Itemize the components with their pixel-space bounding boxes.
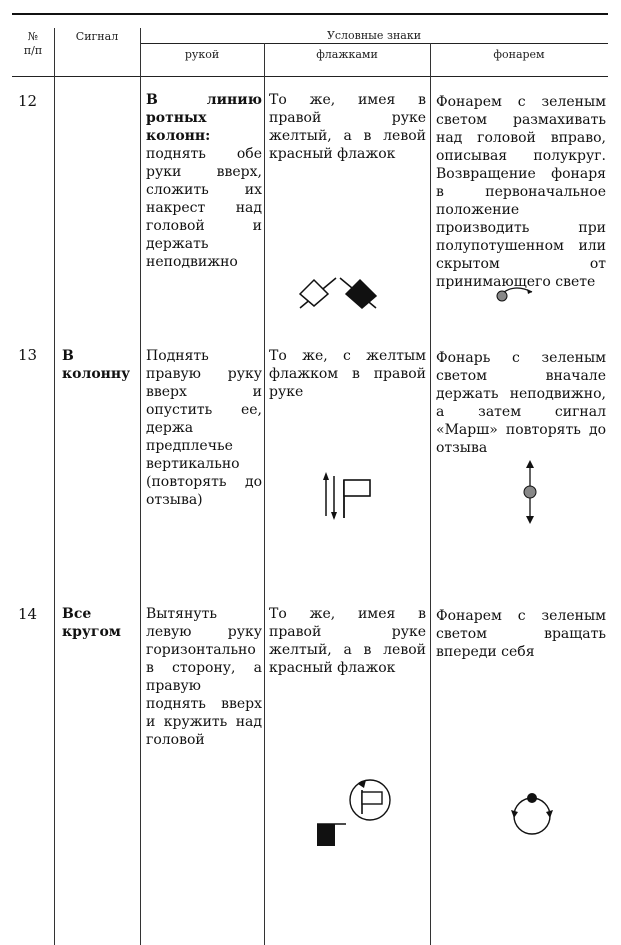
row-13-signal: В колонну (62, 348, 131, 382)
header-rule-2 (12, 76, 608, 77)
row-12-hand (146, 91, 262, 271)
row-12-hand-bold: В линию ротных колонн: (146, 92, 262, 144)
row-12-hand-text: поднять обе руки вверх, сложить их накрест над головой и держать неподвижно (146, 146, 262, 270)
col-line-2 (140, 28, 141, 945)
lantern-updown-icon (520, 460, 540, 528)
row-number: 14 (18, 605, 38, 623)
header-signal: Сигнал (75, 30, 119, 43)
top-rule (12, 13, 608, 15)
crossed-flags-icon (296, 274, 386, 318)
header-signs: Условные знаки (326, 29, 422, 42)
col-line-1 (54, 28, 55, 945)
col-line-3 (264, 43, 265, 945)
header-flags: флажками (316, 48, 378, 61)
row-13-flags: То же, с желтым флажком в правой руке (269, 348, 426, 400)
header-rule-1 (140, 43, 608, 44)
row-13-hand: Поднять правую руку вверх и опустить ее, держа предплечье вертикально (повторять до отзыва) (146, 348, 262, 508)
row-number: 12 (18, 92, 38, 110)
col-line-4 (430, 43, 431, 945)
updown-flag-icon (320, 470, 376, 526)
header-num: № (27, 30, 39, 43)
lantern-semicircle-icon (494, 282, 534, 310)
row-12-lantern: Фонарем с зеленым светом размахивать над головой вправо, описывая полукруг. Возвращение фонаря в первоначальное положение производить при полупотушенном или скрытом от принимающего свете (436, 94, 606, 290)
header-num-sub: п/п (23, 44, 43, 57)
row-13-lantern: Фонарь с зеленым светом вначале держать неподвижно, а затем сигнал «Марш» повторять до отзыва (436, 350, 606, 456)
header-lantern: фонарем (493, 48, 545, 61)
header-hand: рукой (184, 48, 220, 61)
row-12-flags: То же, имея в правой руке желтый, а в левой красный флажок (269, 92, 426, 162)
row-14-lantern: Фонарем с зеленым светом вращать впереди себя (436, 608, 606, 660)
row-number: 13 (18, 346, 38, 364)
row-14-flags: То же, имея в правой руке желтый, а в левой красный флажок (269, 606, 426, 676)
lantern-circle-icon (508, 788, 556, 844)
row-14-signal: Все кругом (62, 606, 121, 640)
row-14-hand: Вытянуть левую руку горизонтально в сторону, а правую поднять вверх и кружить над головой (146, 606, 262, 748)
circling-flag-icon (312, 776, 392, 856)
